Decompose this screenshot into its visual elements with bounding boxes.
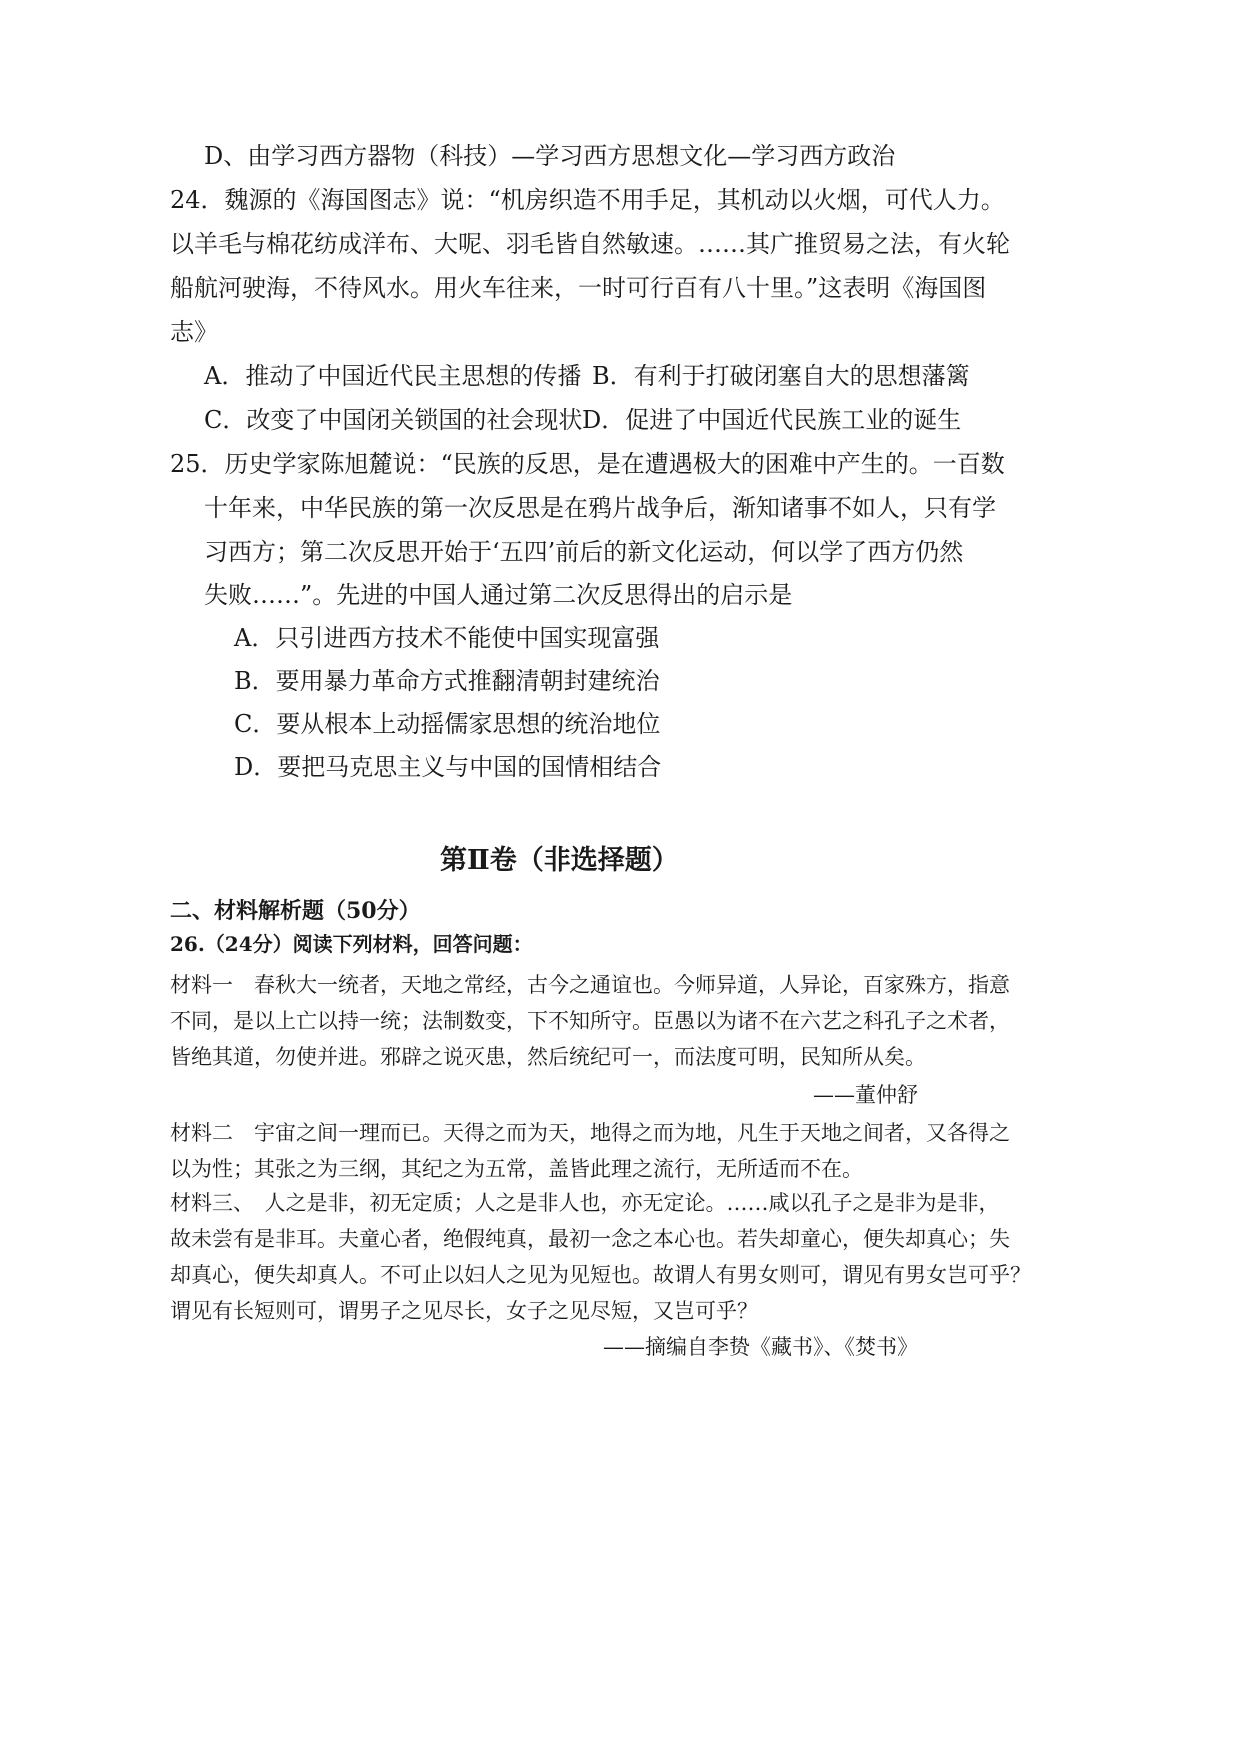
q24-stem-line: 以羊毛与棉花纺成洋布、大呢、羽毛皆自然敏速。……其广推贸易之法，有火轮 (170, 230, 1010, 258)
material-1-line: 不同，是以上亡以持一统；法制数变，下不知所守。臣愚以为诸不在六艺之科孔子之术者， (170, 1009, 1010, 1033)
q24-stem-line: 24．魏源的《海国图志》说：“机房织造不用手足，其机动以火烟，可代人力。 (170, 186, 1005, 214)
q24-option-b: B．有利于打破闭塞自大的思想藩篱 (592, 362, 970, 390)
q25-stem-line: 25．历史学家陈旭麓说：“民族的反思，是在遭遇极大的困难中产生的。一百数 (170, 450, 1005, 478)
material-2-line: 以为性；其张之为三纲，其纪之为五常，盖皆此理之流行，无所适而不在。 (170, 1157, 863, 1181)
q25-option-c: C．要从根本上动摇儒家思想的统治地位 (234, 710, 661, 738)
section2-title: 二、材料解析题（50分） (170, 898, 421, 924)
material-3-line: 故未尝有是非耳。夫童心者，绝假纯真，最初一念之本心也。若失却童心，便失却真心；失 (170, 1227, 1010, 1251)
q25-option-a: A．只引进西方技术不能使中国实现富强 (234, 624, 660, 652)
q24-stem-line: 船航河驶海，不待风水。用火车往来，一时可行百有八十里。”这表明《海国图 (170, 274, 987, 302)
q24-option-a: A．推动了中国近代民主思想的传播 (204, 362, 582, 390)
material-1-source: ——董仲舒 (813, 1083, 918, 1107)
q25-stem-line: 十年来，中华民族的第一次反思是在鸦片战争后，渐知诸事不如人，只有学 (204, 494, 996, 522)
q25-option-d: D．要把马克思主义与中国的国情相结合 (234, 753, 662, 781)
material-3-source: ——摘编自李贽《藏书》、《焚书》 (603, 1335, 918, 1359)
q24-option-d: D．促进了中国近代民族工业的诞生 (582, 406, 962, 434)
q23-option-d: D、由学习西方器物（科技）—学习西方思想文化—学习西方政治 (204, 142, 896, 170)
material-3-line: 却真心，便失却真人。不可止以妇人之见为见短也。故谓人有男女则可，谓见有男女岂可乎？ (170, 1263, 1031, 1287)
material-1-line: 材料一 春秋大一统者，天地之常经，古今之通谊也。今师异道，人异论，百家殊方，指意 (170, 973, 1010, 997)
material-3-line: 谓见有长短则可，谓男子之见尽长，女子之见尽短，又岂可乎？ (170, 1299, 758, 1323)
q26-title: 26.（24分）阅读下列材料，回答问题： (170, 932, 533, 956)
q24-option-c: C．改变了中国闭关锁国的社会现状 (204, 406, 583, 434)
material-3-line: 材料三、 人之是非，初无定质；人之是非人也，亦无定论。……咸以孔子之是非为是非， (170, 1191, 1000, 1215)
material-2-line: 材料二 宇宙之间一理而已。天得之而为天，地得之而为地，凡生于天地之间者，又各得之 (170, 1121, 1010, 1145)
q25-stem-line: 习西方；第二次反思开始于‘五四’前后的新文化运动，何以学了西方仍然 (204, 538, 964, 566)
part2-title: 第Ⅱ卷（非选择题） (440, 845, 679, 876)
q25-option-b: B．要用暴力革命方式推翻清朝封建统治 (234, 667, 660, 695)
q24-stem-line: 志》 (170, 318, 218, 346)
material-1-line: 皆绝其道，勿使并进。邪辟之说灭患，然后统纪可一，而法度可明，民知所从矣。 (170, 1045, 926, 1069)
q25-stem-line: 失败……”。先进的中国人通过第二次反思得出的启示是 (204, 581, 793, 609)
